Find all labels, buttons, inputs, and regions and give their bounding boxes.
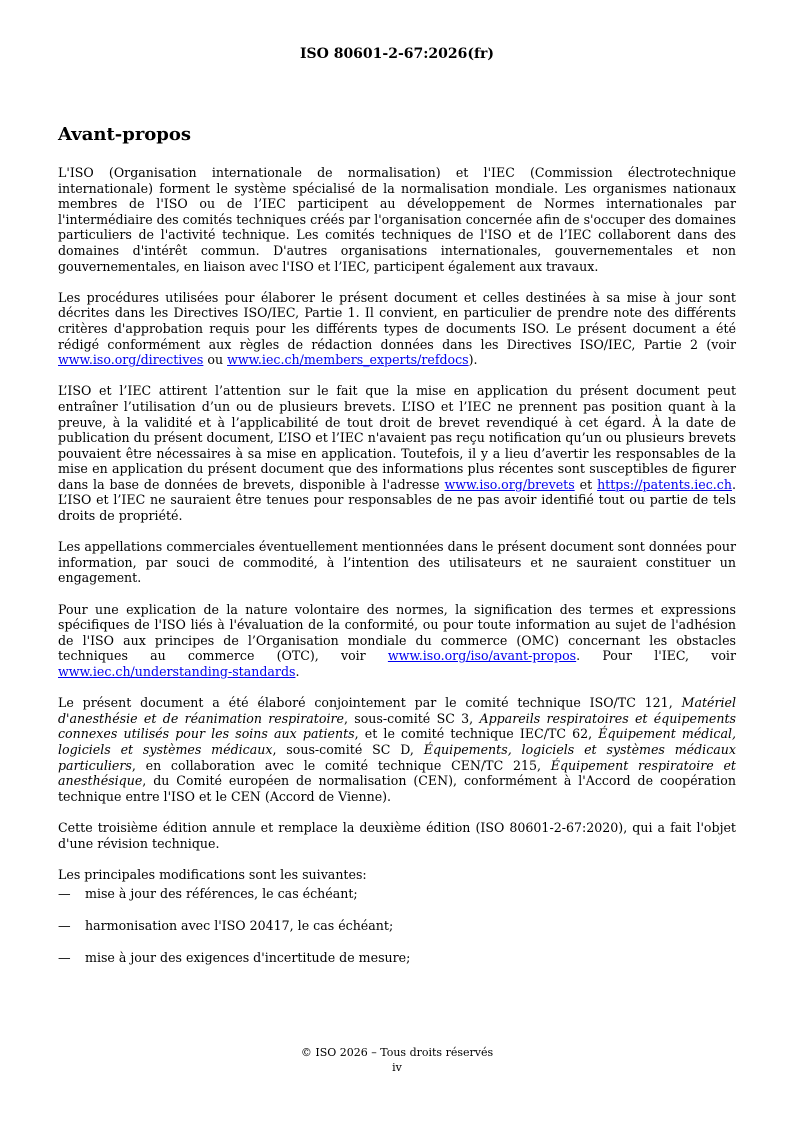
link-iso-patents[interactable]: www.iso.org/brevets	[444, 476, 575, 492]
list-item-text: mise à jour des références, le cas échéant;	[85, 886, 358, 902]
paragraph-procedures-text: Les procédures utilisées pour élaborer le présent document et celles destinées à sa mise à jour sont décrites dans les Directives ISO/IEC, Partie 1. Il convient, en particulier de prendre note des différents critères d'approbation requis pour les différents types de documents ISO. Le présent document a été rédigé conformément aux règles de rédaction données dans les Directives ISO/IEC, Partie 2 (voir	[58, 289, 736, 352]
document-id-header: ISO 80601-2-67:2026(fr)	[299, 46, 495, 62]
document-page	[58, 0, 736, 1122]
paragraph-patents-mid: et	[574, 476, 598, 492]
committee-text-6: , du Comité européen de normalisation (CEN), conformément à l'Accord de coopération technique entre l'ISO et le CEN (Accord de Vienne).	[58, 773, 736, 804]
paragraph-procedures-mid: ou	[203, 352, 228, 368]
link-iso-directives[interactable]: www.iso.org/directives	[58, 352, 204, 368]
list-item	[58, 886, 736, 902]
dash-marker: —	[58, 949, 71, 965]
paragraph-patents-text: L’ISO et l’IEC attirent l’attention sur le fait que la mise en application du présent document peut entraîner l’utilisation d’un ou de plusieurs brevets. L’ISO et l’IEC ne prennent pas position quant à la preuve, à la validité et à l’applicabilité de tout droit de brevet revendiqué à cet égard. À la date de publication du présent document, L’ISO et l’IEC n'avaient pas reçu notification qu’un ou plusieurs brevets pouvaient être nécessaires à sa mise en application. Toutefois, il y a lieu d’avertir les responsables de la mise en application du présent document que des informations plus récentes sont susceptibles de figurer dans la base de données de brevets, disponible à l'adresse	[58, 383, 736, 492]
foreword-body	[58, 165, 736, 981]
paragraph-procedures	[58, 290, 736, 368]
list-item-text: harmonisation avec l'ISO 20417, le cas échéant;	[85, 917, 394, 933]
committee-text-4: , sous-comité SC D,	[272, 741, 424, 757]
paragraph-edition: Cette troisième édition annule et remplace la deuxième édition (ISO 80601-2-67:2020), qui a fait l'objet d'une révision technique.	[58, 819, 736, 851]
section-title: Avant-propos	[58, 124, 192, 145]
committee-title-iso-tc121: Matériel d'anesthésie et de réanimation respiratoire	[58, 695, 736, 726]
link-iec-patents[interactable]: https://patents.iec.ch	[597, 476, 732, 492]
committee-title-iec-tc62: Équipement médical, logiciels et systèmes médicaux	[58, 726, 736, 757]
committee-text-3: , et le comité technique IEC/TC 62,	[354, 726, 599, 742]
copyright-notice: © ISO 2026 – Tous droits réservés	[300, 1046, 494, 1059]
changes-list	[58, 886, 736, 965]
paragraph-patents-end: . L’ISO et l’IEC ne sauraient être tenues pour responsables de ne pas avoir identifié tout ou partie de tels droits de propriété.	[58, 476, 736, 524]
page-number: iv	[392, 1061, 402, 1074]
paragraph-patents	[58, 383, 736, 523]
link-iec-refdocs[interactable]: www.iec.ch/members_experts/refdocs	[227, 352, 469, 368]
paragraph-voluntary-end: .	[295, 664, 300, 679]
link-iso-foreword[interactable]: www.iso.org/iso/avant-propos	[387, 648, 577, 664]
paragraph-changes-intro: Les principales modifications sont les suivantes:	[58, 866, 367, 882]
list-item	[58, 950, 736, 966]
page-footer	[58, 1045, 736, 1075]
paragraph-committee	[58, 695, 736, 804]
committee-title-cen-tc215: Équipement respiratoire et anesthésique	[58, 757, 736, 789]
dash-marker: —	[58, 917, 71, 933]
committee-title-scd: Équipements, logiciels et systèmes médicaux particuliers	[58, 741, 736, 773]
paragraph-iso-iec-intro: L'ISO (Organisation internationale de normalisation) et l'IEC (Commission électrotechnique internationale) forment le système spécialisé de la normalisation mondiale. Les organismes nationaux membres de l'ISO ou de l’IEC participent au développement de Normes internationales par l'intermédiaire des comités techniques créés par l'organisation concernée afin de s'occuper des domaines particuliers de l'activité technique. Les comités techniques de l'ISO et de l’IEC collaborent dans des domaines d'intérêt commun. D'autres organisations internationales, gouvernementales et non gouvernementales, en liaison avec l'ISO et l’IEC, participent également aux travaux.	[58, 165, 736, 274]
committee-text-1: Le présent document a été élaboré conjointement par le comité technique ISO/TC 121,	[58, 695, 682, 711]
committee-title-sc3: Appareils respiratoires et équipements connexes utilisés pour les soins aux patients	[58, 710, 736, 742]
paragraph-voluntary-mid: . Pour l'IEC, voir	[576, 648, 736, 664]
paragraph-voluntary-nature	[58, 602, 736, 680]
link-iec-understanding-standards[interactable]: www.iec.ch/understanding-standards	[58, 664, 296, 679]
list-item-text: mise à jour des exigences d'incertitude de mesure;	[85, 949, 411, 965]
committee-text-5: , en collaboration avec le comité technique CEN/TC 215,	[131, 757, 551, 773]
paragraph-procedures-end: ).	[468, 352, 478, 368]
paragraph-voluntary-text: Pour une explication de la nature volontaire des normes, la signification des termes et expressions spécifiques de l'ISO liés à l'évaluation de la conformité, ou pour toute information au sujet de l'adhésion de l'ISO aux principes de l’Organisation mondiale du commerce (OMC) concernant les obstacles techniques au commerce (OTC), voir	[58, 601, 736, 664]
paragraph-trade-names: Les appellations commerciales éventuellement mentionnées dans le présent document sont données pour information, par souci de commodité, à l’intention des utilisateurs et ne sauraient constituer un engagement.	[58, 539, 736, 586]
committee-text-2: , sous-comité SC 3,	[343, 710, 480, 726]
list-item	[58, 918, 736, 934]
dash-marker: —	[58, 886, 71, 902]
